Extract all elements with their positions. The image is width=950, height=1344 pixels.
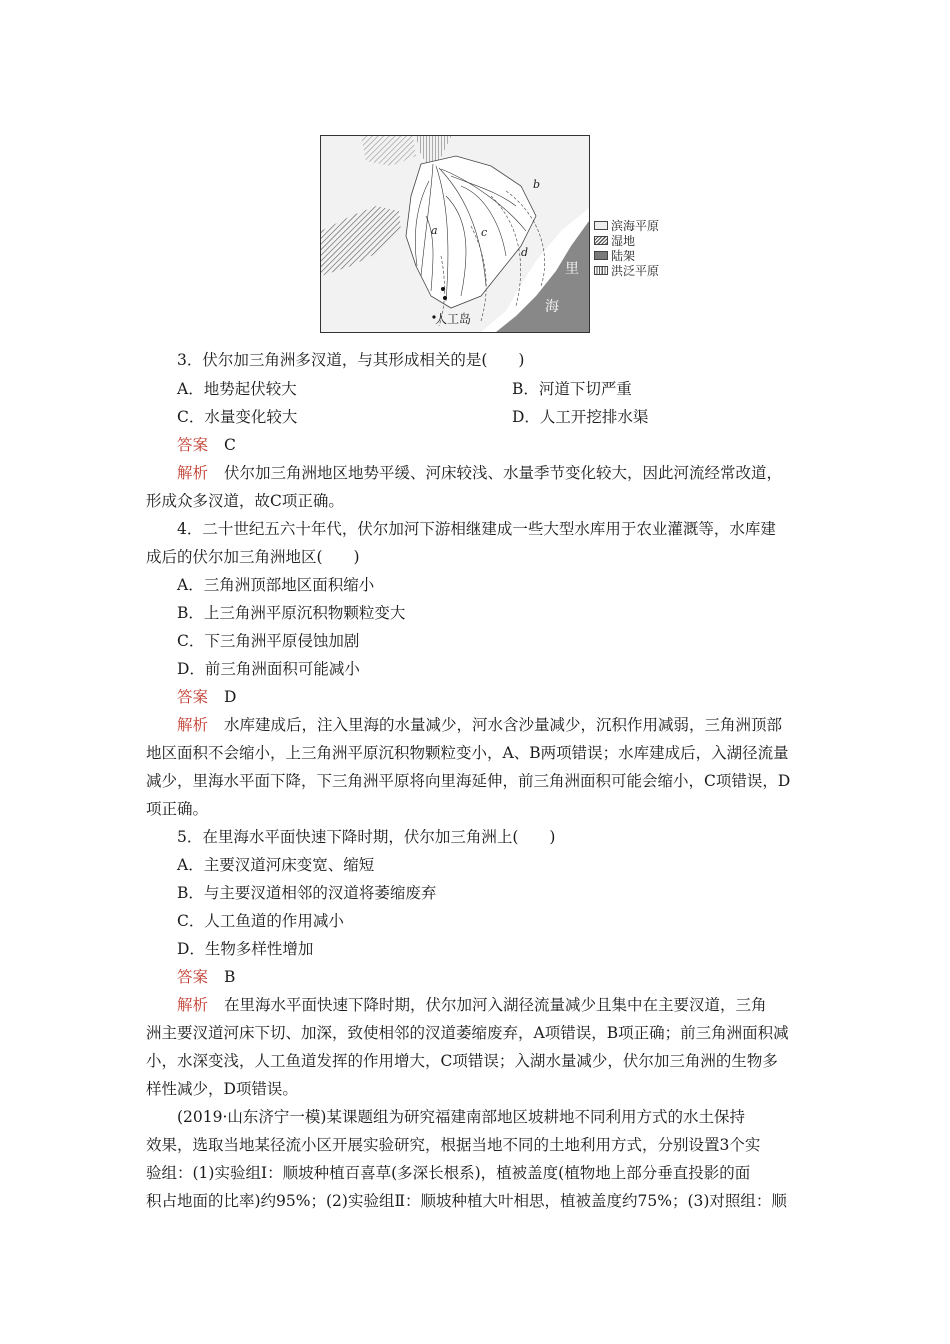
map-label-island: 人工岛 (435, 312, 472, 326)
q4-option-c: C．下三角洲平原侵蚀加剧 (177, 632, 360, 650)
q5-answer (177, 967, 235, 987)
q3-stem: 3．伏尔加三角洲多汊道，与其形成相关的是( ) (177, 351, 525, 369)
shelf-swatch (594, 251, 608, 260)
analysis-label: 解析 (177, 464, 209, 482)
q5-option-c: C．人工鱼道的作用减小 (177, 912, 344, 930)
answer-value: C (224, 436, 236, 454)
answer-label: 答案 (177, 688, 209, 706)
q4-analysis-line-2: 地区面积不会缩小，上三角洲平原沉积物颗粒变小，A、B两项错误；水库建成后，入湖径流量 (146, 744, 789, 762)
answer-label: 答案 (177, 436, 209, 454)
q5-analysis-line-4: 样性减少，D项错误。 (146, 1080, 298, 1098)
q4-stem-line-1: 4．二十世纪五六十年代，伏尔加河下游相继建成一些大型水库用于农业灌溉等，水库建 (177, 520, 776, 538)
passage-line-4: 积占地面的比率)约95%；(2)实验组Ⅱ：顺坡种植大叶相思，植被盖度约75%；(3)对照组：顺 (146, 1192, 787, 1210)
q3-answer (177, 435, 236, 455)
q5-analysis-line-2: 洲主要汊道河床下切、加深，致使相邻的汊道萎缩废弃，A项错误，B项正确；前三角洲面积减 (146, 1024, 789, 1042)
map-label-b: b (533, 178, 541, 191)
q3-option-b: B．河道下切严重 (512, 380, 632, 398)
q3-analysis-line-2: 形成众多汊道，故C项正确。 (146, 492, 344, 510)
answer-value: B (224, 968, 236, 986)
q4-analysis-line-1: 解析 水库建成后，注入里海的水量减少，河水含沙量减少，沉积作用减弱，三角洲顶部 (177, 716, 783, 734)
delta-map (320, 135, 590, 333)
q5-analysis-line-1: 解析 在里海水平面快速下降时期，伏尔加河入湖径流量减少且集中在主要汊道，三角 (177, 996, 767, 1014)
q5-option-b: B．与主要汊道相邻的汊道将萎缩废弃 (177, 884, 437, 902)
q4-answer (177, 687, 236, 707)
q5-option-a: A．主要汊道河床变宽、缩短 (177, 856, 375, 874)
q3-option-d: D．人工开挖排水渠 (512, 408, 649, 426)
legend-item-flood: 洪泛平原 (594, 263, 659, 278)
q3-option-a: A．地势起伏较大 (177, 380, 297, 398)
q4-analysis-line-4: 项正确。 (146, 800, 209, 818)
legend-item-coastal: 滨海平原 (594, 218, 659, 233)
map-label-c: c (481, 226, 488, 239)
flood-swatch (594, 266, 608, 275)
q4-stem-line-2: 成后的伏尔加三角洲地区( ) (146, 548, 360, 566)
q4-analysis-line-3: 减少，里海水平面下降，下三角洲平原将向里海延伸，前三角洲面积可能会缩小，C项错误，D (146, 772, 791, 790)
coastal-swatch (594, 221, 608, 230)
map-legend (594, 218, 659, 278)
passage-line-2: 效果，选取当地某径流小区开展实验研究，根据当地不同的土地利用方式，分别设置3个实 (146, 1136, 761, 1154)
q3-analysis-line-1: 解析 伏尔加三角洲地区地势平缓、河床较浅、水量季节变化较大，因此河流经常改道， (177, 464, 783, 482)
passage-line-3: 验组：(1)实验组Ⅰ：顺坡种植百喜草(多深长根系)，植被盖度(植物地上部分垂直投影的面 (146, 1164, 751, 1182)
q3-option-c: C．水量变化较大 (177, 408, 298, 426)
map-label-li: 里 (565, 261, 579, 277)
map-label-d: d (521, 246, 529, 259)
map-label-a: a (431, 224, 438, 237)
legend-item-wetland: 湿地 (594, 233, 659, 248)
answer-label: 答案 (177, 968, 209, 986)
answer-value: D (224, 688, 237, 706)
legend-item-shelf: 陆架 (594, 248, 659, 263)
q5-stem: 5．在里海水平面快速下降时期，伏尔加三角洲上( ) (177, 828, 556, 846)
wetland-swatch (594, 236, 608, 245)
q5-analysis-line-3: 小，水深变浅，人工鱼道发挥的作用增大，C项错误；入湖水量减少，伏尔加三角洲的生物多 (146, 1052, 778, 1070)
q4-option-d: D．前三角洲面积可能减小 (177, 660, 360, 678)
analysis-label: 解析 (177, 716, 209, 734)
passage-line-1: (2019·山东济宁一模)某课题组为研究福建南部地区坡耕地不同利用方式的水土保持 (177, 1108, 745, 1126)
map-label-hai: 海 (545, 299, 559, 315)
q4-option-a: A．三角洲顶部地区面积缩小 (177, 576, 375, 594)
q5-option-d: D．生物多样性增加 (177, 940, 314, 958)
q4-option-b: B．上三角洲平原沉积物颗粒变大 (177, 604, 406, 622)
analysis-label: 解析 (177, 996, 209, 1014)
